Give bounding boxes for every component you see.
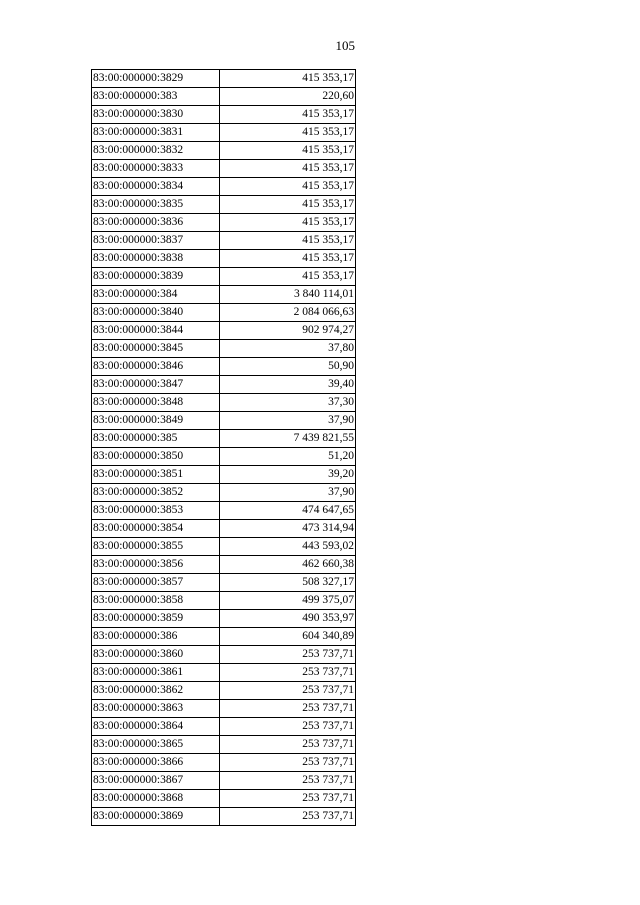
table-row — [92, 124, 356, 142]
table-row — [92, 196, 356, 214]
cadastral-number-cell: 83:00:000000:3857 — [92, 574, 220, 592]
cadastral-number-cell: 83:00:000000:3853 — [92, 502, 220, 520]
cadastral-value-cell: 443 593,02 — [220, 538, 356, 556]
cadastral-number-cell: 83:00:000000:3850 — [92, 448, 220, 466]
table-row — [92, 628, 356, 646]
cadastral-number-cell: 83:00:000000:3856 — [92, 556, 220, 574]
cadastral-number-cell: 83:00:000000:3840 — [92, 304, 220, 322]
cadastral-number-cell: 83:00:000000:3852 — [92, 484, 220, 502]
cadastral-value-cell: 7 439 821,55 — [220, 430, 356, 448]
cadastral-value-cell: 253 737,71 — [220, 772, 356, 790]
table-row — [92, 484, 356, 502]
cadastral-value-cell: 473 314,94 — [220, 520, 356, 538]
cadastral-number-cell: 83:00:000000:3859 — [92, 610, 220, 628]
cadastral-number-cell: 83:00:000000:3829 — [92, 70, 220, 88]
table-row — [92, 592, 356, 610]
cadastral-value-cell: 253 737,71 — [220, 700, 356, 718]
table-row — [92, 250, 356, 268]
cadastral-value-cell: 253 737,71 — [220, 808, 356, 826]
cadastral-number-cell: 83:00:000000:3864 — [92, 718, 220, 736]
cadastral-value-cell: 253 737,71 — [220, 664, 356, 682]
cadastral-number-cell: 83:00:000000:385 — [92, 430, 220, 448]
cadastral-value-cell: 37,30 — [220, 394, 356, 412]
cadastral-number-cell: 83:00:000000:3867 — [92, 772, 220, 790]
cadastral-value-cell: 508 327,17 — [220, 574, 356, 592]
cadastral-number-cell: 83:00:000000:3848 — [92, 394, 220, 412]
cadastral-value-cell: 604 340,89 — [220, 628, 356, 646]
cadastral-number-cell: 83:00:000000:3865 — [92, 736, 220, 754]
table-row — [92, 160, 356, 178]
table-row — [92, 430, 356, 448]
table-row — [92, 376, 356, 394]
table-row — [92, 574, 356, 592]
cadastral-value-cell: 490 353,97 — [220, 610, 356, 628]
table-row — [92, 322, 356, 340]
cadastral-number-cell: 83:00:000000:3846 — [92, 358, 220, 376]
cadastral-value-cell: 37,80 — [220, 340, 356, 358]
table-row — [92, 394, 356, 412]
cadastral-number-cell: 83:00:000000:3862 — [92, 682, 220, 700]
table-row — [92, 808, 356, 826]
cadastral-number-cell: 83:00:000000:3855 — [92, 538, 220, 556]
cadastral-number-cell: 83:00:000000:3858 — [92, 592, 220, 610]
table-row — [92, 718, 356, 736]
table-row — [92, 88, 356, 106]
cadastral-value-cell: 462 660,38 — [220, 556, 356, 574]
cadastral-value-cell: 253 737,71 — [220, 754, 356, 772]
cadastral-value-cell: 499 375,07 — [220, 592, 356, 610]
table-row — [92, 610, 356, 628]
cadastral-number-cell: 83:00:000000:3854 — [92, 520, 220, 538]
cadastral-value-cell: 51,20 — [220, 448, 356, 466]
table-row — [92, 70, 356, 88]
cadastral-value-cell: 37,90 — [220, 412, 356, 430]
table-row — [92, 142, 356, 160]
cadastral-value-cell: 415 353,17 — [220, 124, 356, 142]
cadastral-number-cell: 83:00:000000:3830 — [92, 106, 220, 124]
cadastral-number-cell: 83:00:000000:3851 — [92, 466, 220, 484]
cadastral-value-cell: 415 353,17 — [220, 214, 356, 232]
cadastral-value-cell: 3 840 114,01 — [220, 286, 356, 304]
table-row — [92, 412, 356, 430]
cadastral-value-cell: 415 353,17 — [220, 106, 356, 124]
table-row — [92, 700, 356, 718]
cadastral-value-cell: 50,90 — [220, 358, 356, 376]
cadastral-number-cell: 83:00:000000:3839 — [92, 268, 220, 286]
cadastral-number-cell: 83:00:000000:3869 — [92, 808, 220, 826]
cadastral-number-cell: 83:00:000000:3868 — [92, 790, 220, 808]
table-row — [92, 646, 356, 664]
cadastral-number-cell: 83:00:000000:3861 — [92, 664, 220, 682]
cadastral-value-cell: 415 353,17 — [220, 268, 356, 286]
table-row — [92, 304, 356, 322]
cadastral-value-cell: 415 353,17 — [220, 142, 356, 160]
cadastral-value-cell: 474 647,65 — [220, 502, 356, 520]
table-row — [92, 664, 356, 682]
cadastral-value-cell: 902 974,27 — [220, 322, 356, 340]
table-row — [92, 520, 356, 538]
cadastral-number-cell: 83:00:000000:384 — [92, 286, 220, 304]
cadastral-number-cell: 83:00:000000:3849 — [92, 412, 220, 430]
table-row — [92, 556, 356, 574]
cadastral-value-cell: 220,60 — [220, 88, 356, 106]
cadastral-value-cell: 253 737,71 — [220, 736, 356, 754]
table-row — [92, 214, 356, 232]
table-row — [92, 286, 356, 304]
cadastral-number-cell: 83:00:000000:3835 — [92, 196, 220, 214]
cadastral-value-cell: 2 084 066,63 — [220, 304, 356, 322]
table-row — [92, 178, 356, 196]
cadastral-value-cell: 39,20 — [220, 466, 356, 484]
table-row — [92, 502, 356, 520]
cadastral-number-cell: 83:00:000000:386 — [92, 628, 220, 646]
cadastral-number-cell: 83:00:000000:3866 — [92, 754, 220, 772]
table-row — [92, 268, 356, 286]
cadastral-number-cell: 83:00:000000:3860 — [92, 646, 220, 664]
cadastral-value-cell: 39,40 — [220, 376, 356, 394]
cadastral-value-cell: 253 737,71 — [220, 718, 356, 736]
cadastral-value-cell: 415 353,17 — [220, 196, 356, 214]
cadastral-number-cell: 83:00:000000:3847 — [92, 376, 220, 394]
cadastral-value-cell: 253 737,71 — [220, 682, 356, 700]
cadastral-value-table — [91, 69, 356, 826]
table-row — [92, 340, 356, 358]
cadastral-number-cell: 83:00:000000:3836 — [92, 214, 220, 232]
table-row — [92, 466, 356, 484]
cadastral-value-cell: 415 353,17 — [220, 232, 356, 250]
page-number: 105 — [335, 38, 355, 53]
cadastral-number-cell: 83:00:000000:3831 — [92, 124, 220, 142]
cadastral-number-cell: 83:00:000000:383 — [92, 88, 220, 106]
table-body — [92, 70, 356, 826]
table-row — [92, 682, 356, 700]
table-row — [92, 790, 356, 808]
cadastral-number-cell: 83:00:000000:3838 — [92, 250, 220, 268]
table-row — [92, 538, 356, 556]
table-row — [92, 232, 356, 250]
cadastral-value-cell: 415 353,17 — [220, 160, 356, 178]
table-row — [92, 754, 356, 772]
cadastral-number-cell: 83:00:000000:3845 — [92, 340, 220, 358]
cadastral-value-cell: 37,90 — [220, 484, 356, 502]
cadastral-number-cell: 83:00:000000:3844 — [92, 322, 220, 340]
table-row — [92, 106, 356, 124]
table-row — [92, 358, 356, 376]
cadastral-number-cell: 83:00:000000:3834 — [92, 178, 220, 196]
cadastral-number-cell: 83:00:000000:3863 — [92, 700, 220, 718]
cadastral-number-cell: 83:00:000000:3833 — [92, 160, 220, 178]
cadastral-value-cell: 253 737,71 — [220, 790, 356, 808]
cadastral-number-cell: 83:00:000000:3832 — [92, 142, 220, 160]
cadastral-value-cell: 415 353,17 — [220, 250, 356, 268]
table-row — [92, 772, 356, 790]
cadastral-value-cell: 253 737,71 — [220, 646, 356, 664]
cadastral-value-cell: 415 353,17 — [220, 178, 356, 196]
cadastral-number-cell: 83:00:000000:3837 — [92, 232, 220, 250]
table-row — [92, 448, 356, 466]
cadastral-value-cell: 415 353,17 — [220, 70, 356, 88]
table-row — [92, 736, 356, 754]
